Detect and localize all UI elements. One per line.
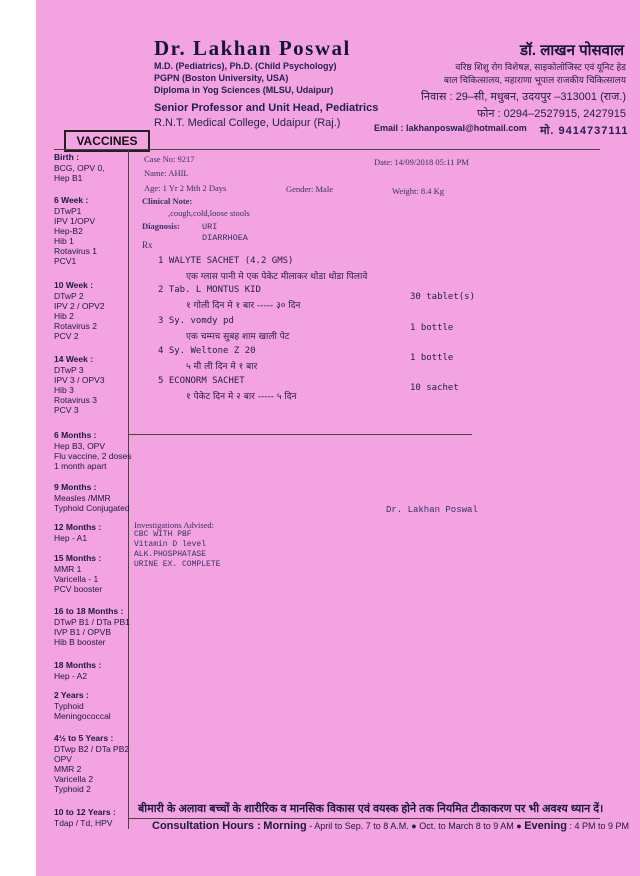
rx-instruction-hindi: १ पेकेट दिन मे २ बार ----- ५ दिन	[186, 392, 297, 402]
patient-name: Name: AHIL	[144, 168, 189, 178]
rx-item: 1 WALYTE SACHET (4.2 GMS)	[158, 256, 294, 266]
vaccine-item: Hep - A2	[54, 670, 88, 681]
mobile: मो. 9414737111	[540, 125, 629, 137]
patient-gender: Gender: Male	[286, 184, 333, 194]
doctor-name: Dr. Lakhan Poswal	[154, 36, 351, 60]
rx-quantity: 1 bottle	[410, 323, 454, 333]
vaccine-item: Rotavirus 3	[54, 394, 97, 405]
college: R.N.T. Medical College, Udaipur (Raj.)	[154, 117, 341, 129]
vaccine-item: Typhoid 2	[54, 783, 91, 794]
vaccine-item: DTwP1	[54, 205, 82, 216]
rx-quantity: 10 sachet	[410, 383, 459, 393]
investigations-heading: Investigations Advised:	[134, 520, 215, 530]
vaccine-item: BCG, OPV 0,	[54, 162, 105, 173]
vaccine-group-title: 16 to 18 Months :	[54, 606, 124, 616]
vaccine-item: 1 month apart	[54, 460, 107, 471]
vaccine-group-title: 14 Week :	[54, 354, 94, 364]
vaccine-group-title: 6 Week :	[54, 195, 89, 205]
rx-symbol: Rx	[142, 240, 153, 250]
evening-hours: : 4 PM to 9 PM	[569, 821, 630, 831]
consult-label: Consultation Hours :	[152, 820, 261, 832]
hindi-qualification-1: वरिष्ठ शिशु रोग विशेषज्ञ, साइकोलोजिस्ट एवं यूनिट हेड	[455, 62, 626, 72]
vaccine-item: Hib 2	[54, 310, 74, 321]
visit-date: Date: 14/09/2018 05:11 PM	[374, 157, 469, 167]
vaccine-item: PCV 3	[54, 404, 79, 415]
vaccines-heading: VACCINES	[64, 130, 150, 152]
rx-instruction-hindi: १ गोली दिन मे १ बार ----- ३० दिन	[186, 301, 301, 311]
patient-age: Age: 1 Yr 2 Mth 2 Days	[144, 183, 227, 193]
morning-hours: - April to Sep. 7 to 8 A.M. ● Oct. to March 8 to 9 AM ●	[309, 821, 522, 831]
designation: Senior Professor and Unit Head, Pediatrics	[154, 102, 379, 114]
vaccine-group-title: 15 Months :	[54, 553, 102, 563]
investigation-item: CBC WITH PBF	[134, 530, 192, 539]
rx-item: 3 Sy. vomdy pd	[158, 316, 234, 326]
rx-instruction-hindi: एक ग्लास पानी मे एक पेकेट मीलाकर थोडा थोडा पिलावे	[186, 272, 368, 282]
vaccine-item: PCV1	[54, 255, 77, 266]
vaccine-item: Rotavirus 1	[54, 245, 97, 256]
vaccine-item: Flu vaccine, 2 doses	[54, 450, 132, 461]
rx-instruction-hindi: एक चम्मच सुबह शाम खाली पेट	[186, 332, 290, 342]
vaccine-item: Hib 3	[54, 384, 74, 395]
vaccine-item: Hib 1	[54, 235, 74, 246]
doctor-name-hindi: डॉ. लाखन पोसवाल	[520, 42, 625, 59]
vaccine-item: Varicella - 1	[54, 573, 99, 584]
patient-weight: Weight: 8.4 Kg	[392, 186, 444, 196]
rx-end-divider	[128, 434, 472, 435]
vaccine-item: DTwP 3	[54, 364, 84, 375]
hindi-qualification-2: बाल चिकित्सालय, महाराणा भूपाल राजकीय चिकित्सालय	[443, 75, 626, 85]
qualification-1: M.D. (Pediatrics), Ph.D. (Child Psychology)	[154, 61, 337, 71]
vaccine-group-title: 12 Months :	[54, 522, 102, 532]
vaccine-item: OPV	[54, 753, 72, 764]
investigation-item: ALK.PHOSPHATASE	[134, 550, 207, 559]
vertical-divider	[128, 149, 129, 829]
vaccine-item: IPV 1/OPV	[54, 215, 96, 226]
qualification-3: Diploma in Yog Sciences (MLSU, Udaipur)	[154, 85, 334, 95]
vaccine-group-title: 10 to 12 Years :	[54, 807, 116, 817]
email: Email : lakhanposwal@hotmail.com	[374, 123, 527, 133]
rx-item: 4 Sy. Weltone Z 20	[158, 346, 256, 356]
diagnosis-1: URI	[202, 222, 218, 232]
phone-hindi: फोन : 0294–2527915, 2427915	[477, 108, 626, 120]
footer-divider	[128, 818, 600, 819]
diagnosis-2: DIARRHOEA	[202, 233, 248, 243]
vaccine-item: Rotavirus 2	[54, 320, 97, 331]
vaccine-item: Hep-B2	[54, 225, 83, 236]
signature-name: Dr. Lakhan Poswal	[386, 505, 478, 515]
rx-item: 2 Tab. L MONTUS KID	[158, 285, 261, 295]
clinical-note-label: Clinical Note:	[142, 196, 193, 206]
vaccine-group-title: Birth :	[54, 152, 80, 162]
vaccine-item: Hep B3, OPV	[54, 440, 106, 451]
vaccine-item: MMR 1	[54, 563, 82, 574]
vaccine-item: PCV 2	[54, 330, 79, 341]
diagnosis-label: Diagnosis:	[142, 221, 180, 231]
vaccine-item: DTwp B2 / DTa PB2	[54, 743, 130, 754]
vaccine-item: Hep B1	[54, 172, 83, 183]
rx-item: 5 ECONORM SACHET	[158, 376, 245, 386]
vaccine-item: IPV 3 / OPV3	[54, 374, 105, 385]
vaccine-item: Measles /MMR	[54, 492, 111, 503]
vaccine-group-title: 10 Week :	[54, 280, 94, 290]
morning-label: Morning	[263, 820, 307, 832]
header-divider	[54, 149, 600, 150]
vaccine-item: PCV booster	[54, 583, 103, 594]
address-hindi: निवास : 29–सी, मधुबन, उदयपुर –313001 (राज.)	[421, 91, 626, 103]
vaccine-item: Varicella 2	[54, 773, 94, 784]
vaccine-item: IPV 2 / OPV2	[54, 300, 105, 311]
consultation-hours	[152, 820, 629, 832]
vaccine-item: Hib B booster	[54, 636, 106, 647]
vaccine-group-title: 9 Months :	[54, 482, 97, 492]
vaccine-item: Tdap / Td, HPV	[54, 817, 113, 828]
evening-label: Evening	[524, 820, 567, 832]
footer-notice-hindi: बीमारी के अलावा बच्चों के शारीरिक व मानसिक विकास एवं वयस्क होने तक नियमित टीकाकरण पर भी अवश्य ध्यान दें।	[138, 803, 604, 815]
vaccine-group-title: 18 Months :	[54, 660, 102, 670]
vaccine-item: Typhoid	[54, 700, 84, 711]
vaccine-item: DTwP 2	[54, 290, 84, 301]
qualification-2: PGPN (Boston University, USA)	[154, 73, 289, 83]
investigation-item: URINE EX. COMPLETE	[134, 560, 221, 569]
investigation-item: Vitamin D level	[134, 540, 207, 549]
case-no: Case No: 9217	[144, 154, 195, 164]
vaccine-item: Meningococcal	[54, 710, 111, 721]
vaccine-item: MMR 2	[54, 763, 82, 774]
vaccine-item: DTwP B1 / DTa PB1	[54, 616, 130, 627]
rx-instruction-hindi: ५ मी ली दिन मे १ बार	[186, 362, 258, 372]
vaccine-group-title: 4½ to 5 Years :	[54, 733, 114, 743]
rx-quantity: 30 tablet(s)	[410, 292, 476, 302]
rx-quantity: 1 bottle	[410, 353, 454, 363]
vaccine-item: Hep - A1	[54, 532, 88, 543]
vaccine-group-title: 6 Months :	[54, 430, 97, 440]
vaccine-item: IVP B1 / OPVB	[54, 626, 112, 637]
vaccine-group-title: 2 Years :	[54, 690, 89, 700]
clinical-note-text: ,cough,cold,loose stools	[168, 208, 250, 218]
vaccine-item: Typhoid Conjugated	[54, 502, 130, 513]
